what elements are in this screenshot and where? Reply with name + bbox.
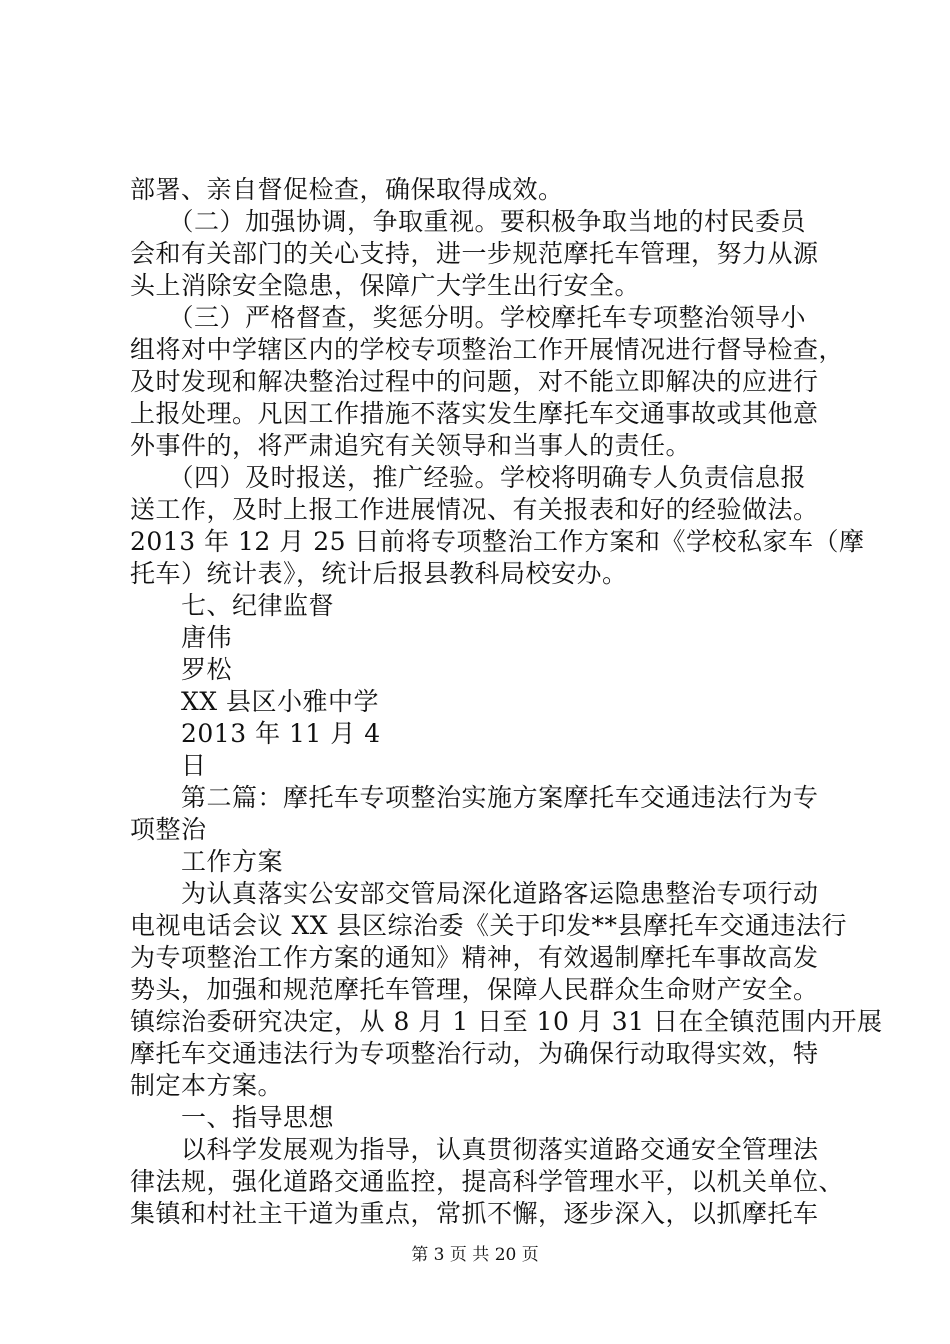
text-line: 一、指导思想: [130, 1103, 335, 1132]
text-line: 七、纪律监督: [130, 591, 335, 620]
text-line: 以科学发展观为指导，认真贯彻落实道路交通安全管理法: [130, 1135, 819, 1164]
text-line: 外事件的，将严肃追究有关领导和当事人的责任。: [130, 431, 692, 460]
text-line: 罗松: [130, 655, 233, 684]
page-footer: 第 3 页 共 20 页: [411, 1245, 539, 1265]
text-line: XX 县区小雅中学: [130, 687, 380, 716]
text-line: 势头，加强和规范摩托车管理，保障人民群众生命财产安全。: [130, 975, 819, 1004]
text-line: 及时发现和解决整治过程中的问题，对不能立即解决的应进行: [130, 367, 819, 396]
text-line: 镇综治委研究决定，从 8 月 1 日至 10 月 31 日在全镇范围内开展: [130, 1007, 883, 1036]
text-line: （二）加强协调，争取重视。要积极争取当地的村民委员: [130, 207, 807, 236]
text-line: 电视电话会议 XX 县区综治委《关于印发**县摩托车交通违法行: [130, 911, 847, 940]
text-line: 摩托车交通违法行为专项整治行动，为确保行动取得实效，特: [130, 1039, 819, 1068]
text-line: 会和有关部门的关心支持，进一步规范摩托车管理，努力从源: [130, 239, 819, 268]
text-line: 集镇和村社主干道为重点，常抓不懈，逐步深入，以抓摩托车: [130, 1199, 819, 1228]
text-line: 组将对中学辖区内的学校专项整治工作开展情况进行督导检查，: [130, 335, 845, 364]
text-line: 项整治: [130, 815, 207, 844]
text-line: （三）严格督查，奖惩分明。学校摩托车专项整治领导小: [130, 303, 807, 332]
text-line: 为认真落实公安部交管局深化道路客运隐患整治专项行动: [130, 879, 819, 908]
text-line: 第二篇：摩托车专项整治实施方案摩托车交通违法行为专: [130, 783, 819, 812]
text-line: 律法规，强化道路交通监控，提高科学管理水平，以机关单位、: [130, 1167, 845, 1196]
text-line: 部署、亲自督促检查，确保取得成效。: [130, 175, 564, 204]
text-line: 日: [130, 751, 207, 780]
text-line: 工作方案: [130, 847, 284, 876]
text-line: 为专项整治工作方案的通知》精神，有效遏制摩托车事故高发: [130, 943, 819, 972]
text-line: 2013 年 12 月 25 日前将专项整治工作方案和《学校私家车（摩: [130, 527, 865, 556]
text-line: 上报处理。凡因工作措施不落实发生摩托车交通事故或其他意: [130, 399, 819, 428]
text-line: （四）及时报送，推广经验。学校将明确专人负责信息报: [130, 463, 807, 492]
text-line: 2013 年 11 月 4: [130, 719, 381, 748]
text-line: 头上消除安全隐患，保障广大学生出行安全。: [130, 271, 641, 300]
text-line: 制定本方案。: [130, 1071, 284, 1100]
text-line: 托车）统计表》，统计后报县教科局校安办。: [130, 559, 628, 588]
text-line: 唐伟: [130, 623, 233, 652]
text-line: 送工作，及时上报工作进展情况、有关报表和好的经验做法。: [130, 495, 819, 524]
